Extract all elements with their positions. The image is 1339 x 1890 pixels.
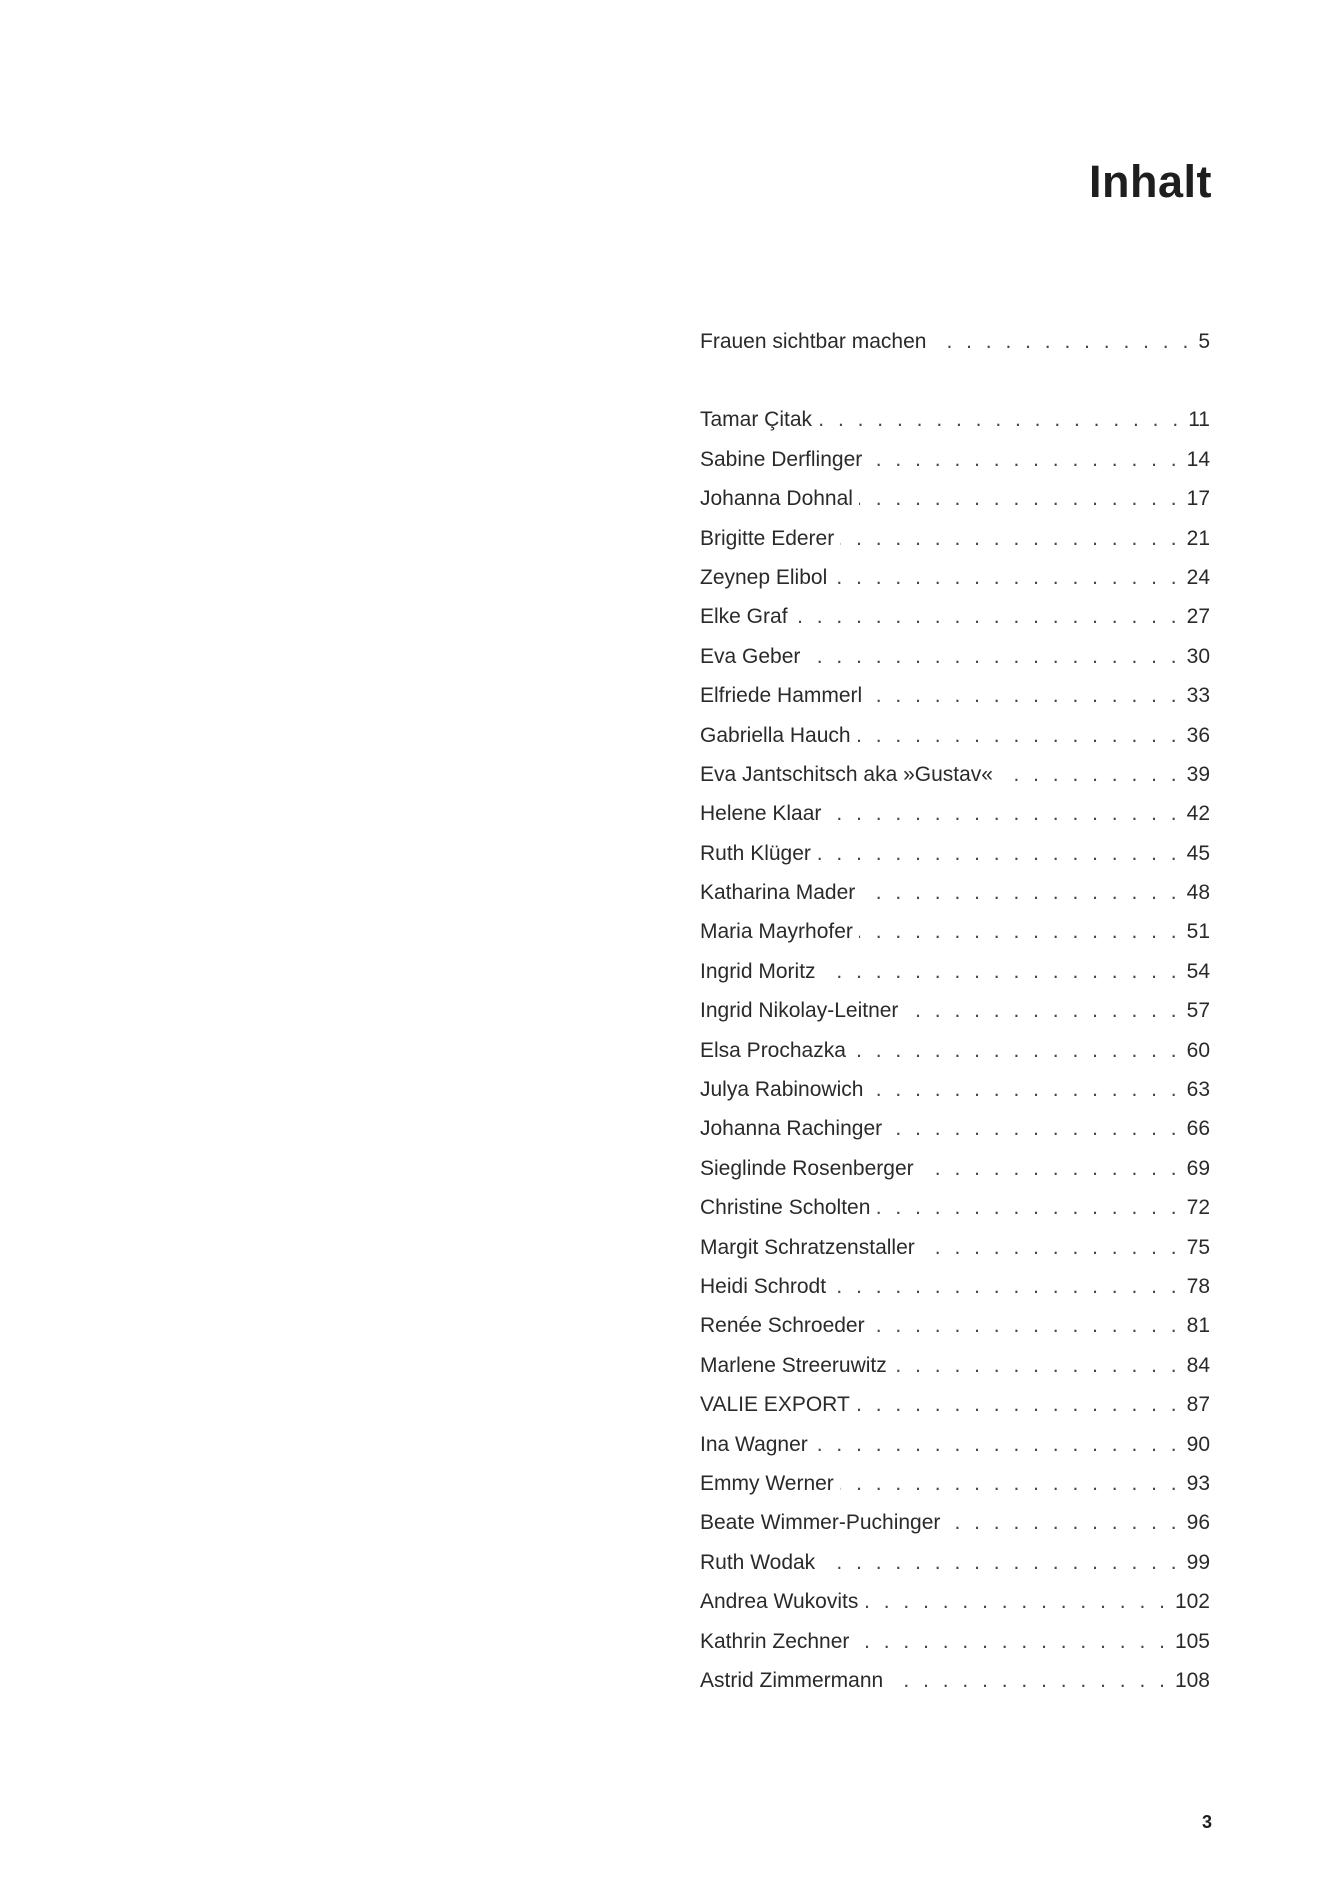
toc-entry[interactable] [700, 1464, 1210, 1503]
toc-entry-title: Ingrid Moritz [700, 959, 816, 983]
page-number: 3 [1201, 1812, 1212, 1832]
toc-leader-dots [889, 1661, 1169, 1700]
toc-leader-dots [833, 558, 1180, 597]
toc-entry-page: 81 [1186, 1314, 1210, 1338]
toc-entry[interactable] [700, 558, 1210, 597]
toc-entry[interactable] [700, 1346, 1210, 1385]
toc-entry-page: 90 [1186, 1432, 1210, 1456]
toc-entry[interactable] [700, 991, 1210, 1030]
toc-entry-page: 54 [1186, 959, 1210, 983]
toc-entry-title: Frauen sichtbar machen [700, 330, 927, 353]
toc-entry[interactable] [700, 676, 1210, 715]
toc-entry-title: Ingrid Nikolay-Leitner [700, 999, 899, 1023]
toc-entry-title: Andrea Wukovits [700, 1590, 859, 1614]
toc-leader-dots [893, 1346, 1181, 1385]
toc-entry-page: 108 [1174, 1668, 1210, 1692]
toc-entry[interactable] [700, 1582, 1210, 1621]
toc-entry-title: Elfriede Hammerl [700, 684, 863, 708]
toc-entry-title: Helene Klaar [700, 802, 822, 826]
toc-entry-page: 84 [1186, 1353, 1210, 1377]
toc-entry-title: Zeynep Elibol [700, 565, 828, 589]
toc-leader-dots [814, 1425, 1181, 1464]
toc-entry-title: Kathrin Zechner [700, 1629, 850, 1653]
toc-entry[interactable] [700, 1661, 1210, 1700]
toc-entry-page: 66 [1186, 1117, 1210, 1141]
toc-leader-dots [840, 1464, 1181, 1503]
toc-entry-title: Ina Wagner [700, 1432, 808, 1456]
toc-entry[interactable] [700, 834, 1210, 873]
toc-entry-page: 63 [1186, 1078, 1210, 1102]
toc-entry-page: 72 [1186, 1196, 1210, 1220]
toc-leader-dots [840, 519, 1180, 558]
toc-entry-page: 17 [1186, 487, 1210, 511]
toc-entry-title: Elsa Prochazka [700, 1038, 846, 1062]
toc-leader-dots [859, 912, 1181, 951]
toc-leader-dots [871, 1306, 1181, 1345]
toc-entry-title: Katharina Mader [700, 881, 856, 905]
toc-leader-dots [832, 1267, 1181, 1306]
toc-entry[interactable] [700, 794, 1210, 833]
toc-entry-title: Emmy Werner [700, 1471, 834, 1495]
table-of-contents [700, 322, 1210, 1700]
toc-entry-page: 5 [1198, 330, 1210, 353]
toc-entry-title: Ruth Klüger [700, 841, 811, 865]
toc-entry-page: 42 [1186, 802, 1210, 826]
toc-entry[interactable] [700, 1267, 1210, 1306]
toc-entry-title: Gabriella Hauch [700, 723, 851, 747]
toc-entry-title: Elke Graf [700, 605, 788, 629]
toc-entry[interactable] [700, 519, 1210, 558]
toc-entry-title: Johanna Dohnal [700, 487, 853, 511]
toc-leader-dots [876, 1188, 1180, 1227]
toc-entry[interactable] [700, 716, 1210, 755]
toc-leader-dots [855, 1622, 1169, 1661]
toc-entry-title: Beate Wimmer-Puchinger [700, 1511, 941, 1535]
toc-entry-title: Renée Schroeder [700, 1314, 865, 1338]
toc-entry-page: 78 [1186, 1274, 1210, 1298]
toc-entry-title: Johanna Rachinger [700, 1117, 883, 1141]
toc-entry-title: Heidi Schrodt [700, 1274, 827, 1298]
toc-entry[interactable] [700, 755, 1210, 794]
toc-leader-dots [932, 322, 1192, 361]
toc-entry-title: VALIE EXPORT [700, 1393, 850, 1417]
toc-entry-title: Christine Scholten [700, 1196, 871, 1220]
toc-entry[interactable] [700, 597, 1210, 636]
toc-entry-page: 60 [1186, 1038, 1210, 1062]
toc-entry[interactable] [700, 1031, 1210, 1070]
toc-leader-dots [861, 873, 1180, 912]
toc-entry-page: 11 [1188, 408, 1210, 432]
toc-leader-dots [921, 1228, 1181, 1267]
toc-entry-title: Eva Jantschitsch aka »Gustav« [700, 762, 993, 786]
toc-leader-dots [856, 1385, 1181, 1424]
toc-entry-title: Tamar Çitak [700, 408, 813, 432]
toc-entry-page: 30 [1186, 644, 1210, 668]
toc-entry-page: 99 [1186, 1550, 1210, 1574]
toc-leader-dots [904, 991, 1180, 1030]
toc-entry-title: Marlene Streeruwitz [700, 1353, 887, 1377]
toc-leader-dots [817, 834, 1181, 873]
toc-leader-dots [859, 479, 1181, 518]
toc-entry[interactable] [700, 1306, 1210, 1345]
toc-entry[interactable] [700, 1385, 1210, 1424]
toc-entry-page: 96 [1186, 1511, 1210, 1535]
toc-entry-page: 24 [1186, 565, 1210, 589]
toc-leader-dots [806, 637, 1180, 676]
toc-entry-page: 21 [1186, 526, 1210, 550]
toc-entry-title: Maria Mayrhofer [700, 920, 853, 944]
toc-entry-page: 27 [1186, 605, 1210, 629]
toc-entry[interactable] [700, 952, 1210, 991]
toc-leader-dots [868, 440, 1180, 479]
toc-entry-title: Julya Rabinowich [700, 1078, 864, 1102]
toc-entry[interactable] [700, 1228, 1210, 1267]
toc-leader-dots [818, 400, 1182, 439]
toc-leader-dots [857, 716, 1181, 755]
toc-leader-dots [852, 1031, 1181, 1070]
toc-entry-title: Margit Schratzenstaller [700, 1235, 915, 1259]
toc-entry-page: 14 [1186, 447, 1210, 471]
toc-entry-page: 57 [1186, 999, 1210, 1023]
toc-leader-dots [869, 1070, 1180, 1109]
toc-entry-page: 102 [1174, 1590, 1210, 1614]
toc-entry-title: Brigitte Ederer [700, 526, 835, 550]
toc-entry-page: 105 [1174, 1629, 1210, 1653]
toc-entry-title: Astrid Zimmermann [700, 1668, 884, 1692]
toc-leader-dots [821, 1543, 1180, 1582]
toc-leader-dots [946, 1503, 1180, 1542]
page-title: Inhalt [1089, 156, 1212, 207]
toc-entry[interactable] [700, 440, 1210, 479]
toc-entry-title: Ruth Wodak [700, 1550, 816, 1574]
toc-entry-page: 48 [1186, 881, 1210, 905]
toc-entry[interactable] [700, 1188, 1210, 1227]
toc-leader-dots [868, 676, 1180, 715]
toc-entry-page: 75 [1186, 1235, 1210, 1259]
toc-entry[interactable] [700, 1149, 1210, 1188]
toc-leader-dots [920, 1149, 1181, 1188]
toc-entry-page: 69 [1186, 1156, 1210, 1180]
toc-entry[interactable] [700, 479, 1210, 518]
toc-entry-page: 36 [1186, 723, 1210, 747]
toc-entry-title: Sieglinde Rosenberger [700, 1156, 914, 1180]
toc-entry-title: Eva Geber [700, 644, 801, 668]
toc-entry[interactable] [700, 400, 1210, 439]
toc-leader-dots [822, 952, 1181, 991]
toc-entry[interactable] [700, 1503, 1210, 1542]
toc-entry-list [700, 400, 1210, 1700]
toc-leader-dots [888, 1109, 1181, 1148]
toc-entry-title: Sabine Derflinger [700, 447, 863, 471]
toc-leader-dots [999, 755, 1181, 794]
toc-leader-dots [864, 1582, 1169, 1621]
toc-entry-page: 93 [1186, 1471, 1210, 1495]
toc-entry-page: 39 [1186, 762, 1210, 786]
toc-entry[interactable] [700, 1425, 1210, 1464]
toc-entry[interactable] [700, 1543, 1210, 1582]
toc-entry[interactable] [700, 873, 1210, 912]
toc-entry-page: 87 [1186, 1393, 1210, 1417]
toc-entry[interactable] [700, 637, 1210, 676]
toc-entry[interactable] [700, 1622, 1210, 1661]
toc-entry-intro[interactable] [700, 322, 1210, 361]
toc-entry[interactable] [700, 1109, 1210, 1148]
toc-entry-page: 33 [1186, 684, 1210, 708]
toc-entry[interactable] [700, 1070, 1210, 1109]
toc-entry-page: 51 [1186, 920, 1210, 944]
toc-leader-dots [827, 794, 1180, 833]
toc-entry-page: 45 [1186, 841, 1210, 865]
toc-leader-dots [794, 597, 1181, 636]
toc-entry[interactable] [700, 912, 1210, 951]
